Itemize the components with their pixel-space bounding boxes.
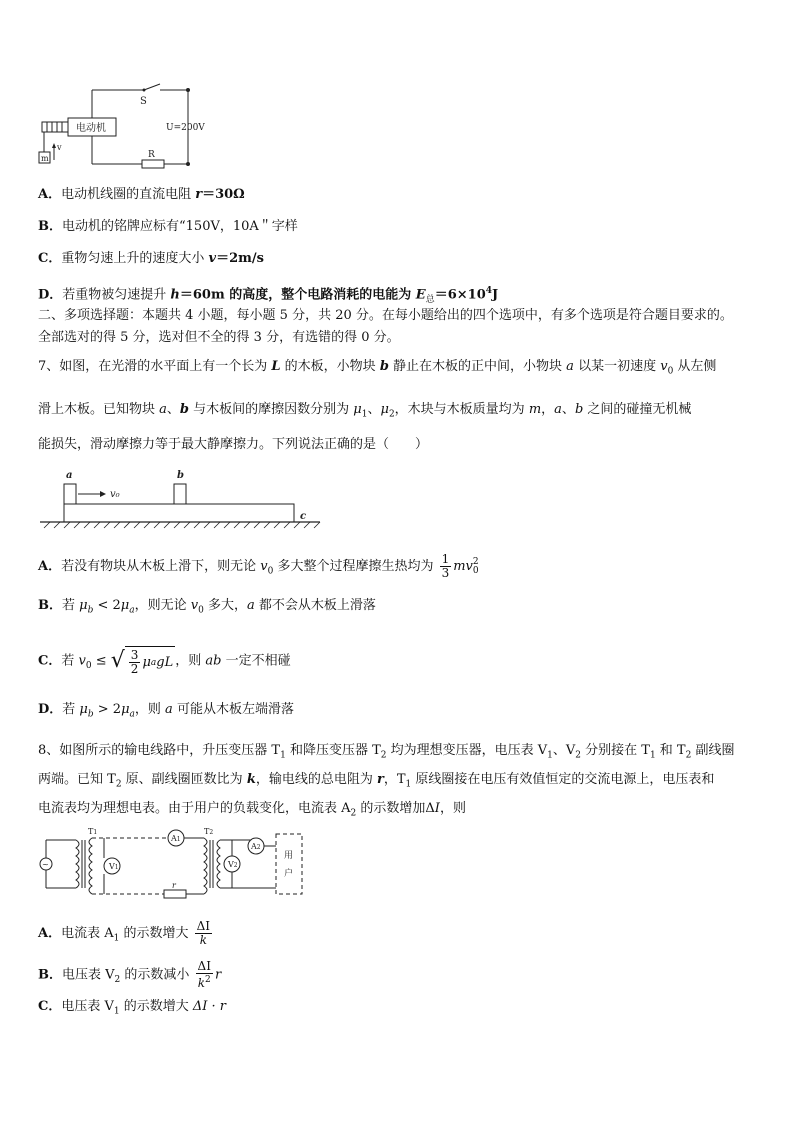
q8-stem-line2: 两端。已知 $T_2$ 原、副线圈匝数比为 k，输电线的总电阻为 r，$T_1$ 原线圈接在电压有效值恒定的交流电源上，电压表和 <box>38 772 715 790</box>
fraction-one-third: $\frac{1}{3}$ <box>441 552 450 580</box>
q7-option-c[interactable]: C．若 $v_0$ ≤ √ $\frac{3}{2}$ μ a gL ，则 ab 一定不相碰 <box>38 648 291 676</box>
q8-stem-line3: 电流表均为理想电表。由于用户的负载变化，电流表 $A_2$ 的示数增加ΔI，则 <box>38 801 466 819</box>
t1-label: T1 <box>88 827 98 836</box>
velocity-v0-label: v₀ <box>110 489 120 500</box>
a2-label: A2 <box>251 842 261 851</box>
q6-option-a[interactable]: A．电动机线圈的直流电阻 r＝30Ω <box>38 187 245 202</box>
velocity-label: v <box>57 143 62 152</box>
motor-circuit-figure <box>36 80 236 172</box>
q6-option-c[interactable]: C．重物匀速上升的速度大小 v＝2m/s <box>38 251 264 266</box>
q6-option-d[interactable]: D．若重物被匀速提升 h＝60m 的高度，整个电路消耗的电能为 $E_总=6\times 10^4J$ <box>38 286 499 305</box>
q7-option-b[interactable]: B．若 $\mu_b < 2\mu_a$，则无论 $v_0$ 多大，a 都不会从木板上滑落 <box>38 598 376 616</box>
voltage-label: U=200V <box>166 123 205 133</box>
v1-label: V1 <box>109 862 119 871</box>
block-a-label: a <box>66 470 73 481</box>
sqrt-expression: √ $\frac{3}{2}$ μ a gL <box>110 648 174 676</box>
q7-stem-line1: 7、如图，在光滑的水平面上有一个长为 L 的木板，小物块 b 静止在木板的正中间，小物块 a 以某一初速度 $v_0$ 从左侧 <box>38 359 717 377</box>
section2-instructions-line2: 全部选对的得 5 分，选对但不全的得 3 分，有选错的得 0 分。 <box>38 330 400 345</box>
q8-option-c[interactable]: C．电压表 $V_1$ 的示数增大 ΔI · r <box>38 999 227 1017</box>
user-label-1: 用 <box>284 851 294 861</box>
block-b-label: b <box>177 470 184 481</box>
q8-option-b[interactable]: B．电压表 $V_2$ 的示数减小 $\frac{\Delta I}{k^2}$ r <box>38 959 222 990</box>
q7-option-a[interactable]: A．若没有物块从木板上滑下，则无论 $v_0$ 多大整个过程摩擦生热均为 $\frac{1}{3}$ mv 2 0 <box>38 552 479 580</box>
user-label-2: 户 <box>284 869 294 879</box>
line-resistor-label: r <box>172 881 176 890</box>
switch-label: S <box>140 96 147 107</box>
section2-instructions-line1: 二、多项选择题：本题共 4 小题，每小题 5 分，共 20 分。在每小题给出的四个选项中，有多个选项是符合题目要求的。 <box>38 308 733 323</box>
q6-option-b[interactable]: B．电动机的铭牌应标有“150V，10A＂字样 <box>38 219 298 234</box>
board-c-label: c <box>300 511 307 522</box>
q8-option-a[interactable]: A．电流表 $A_1$ 的示数增大 $\frac{\Delta I}{k}$ <box>38 919 211 947</box>
q7-option-d[interactable]: D．若 $\mu_b > 2\mu_a$，则 a 可能从木板左端滑落 <box>38 702 294 720</box>
mass-label: m <box>41 154 49 163</box>
q7-stem-line3: 能损失，滑动摩擦力等于最大静摩擦力。下列说法正确的是（ ） <box>38 437 429 452</box>
resistor-label: R <box>148 150 155 160</box>
t2-label: T2 <box>204 827 214 836</box>
q7-stem-line2: 滑上木板。已知物块 a、b 与木板间的摩擦因数分别为 $\mu_1$、$\mu_2$，木块与木板质量均为 m，a、b 之间的碰撞无机械 <box>38 402 692 420</box>
svg-text:~: ~ <box>42 860 49 869</box>
q8-stem-line1: 8、如图所示的输电线路中，升压变压器 $T_1$ 和降压变压器 $T_2$ 均为理想变压器，电压表 $V_1$、$V_2$ 分别接在 $T_1$ 和 $T_2$ 副线圈 <box>38 743 735 761</box>
board-blocks-figure <box>40 464 330 538</box>
v2-label: V2 <box>228 860 238 869</box>
a1-label: A1 <box>171 834 181 843</box>
transmission-circuit-figure <box>36 826 316 902</box>
motor-label: 电动机 <box>76 123 106 134</box>
